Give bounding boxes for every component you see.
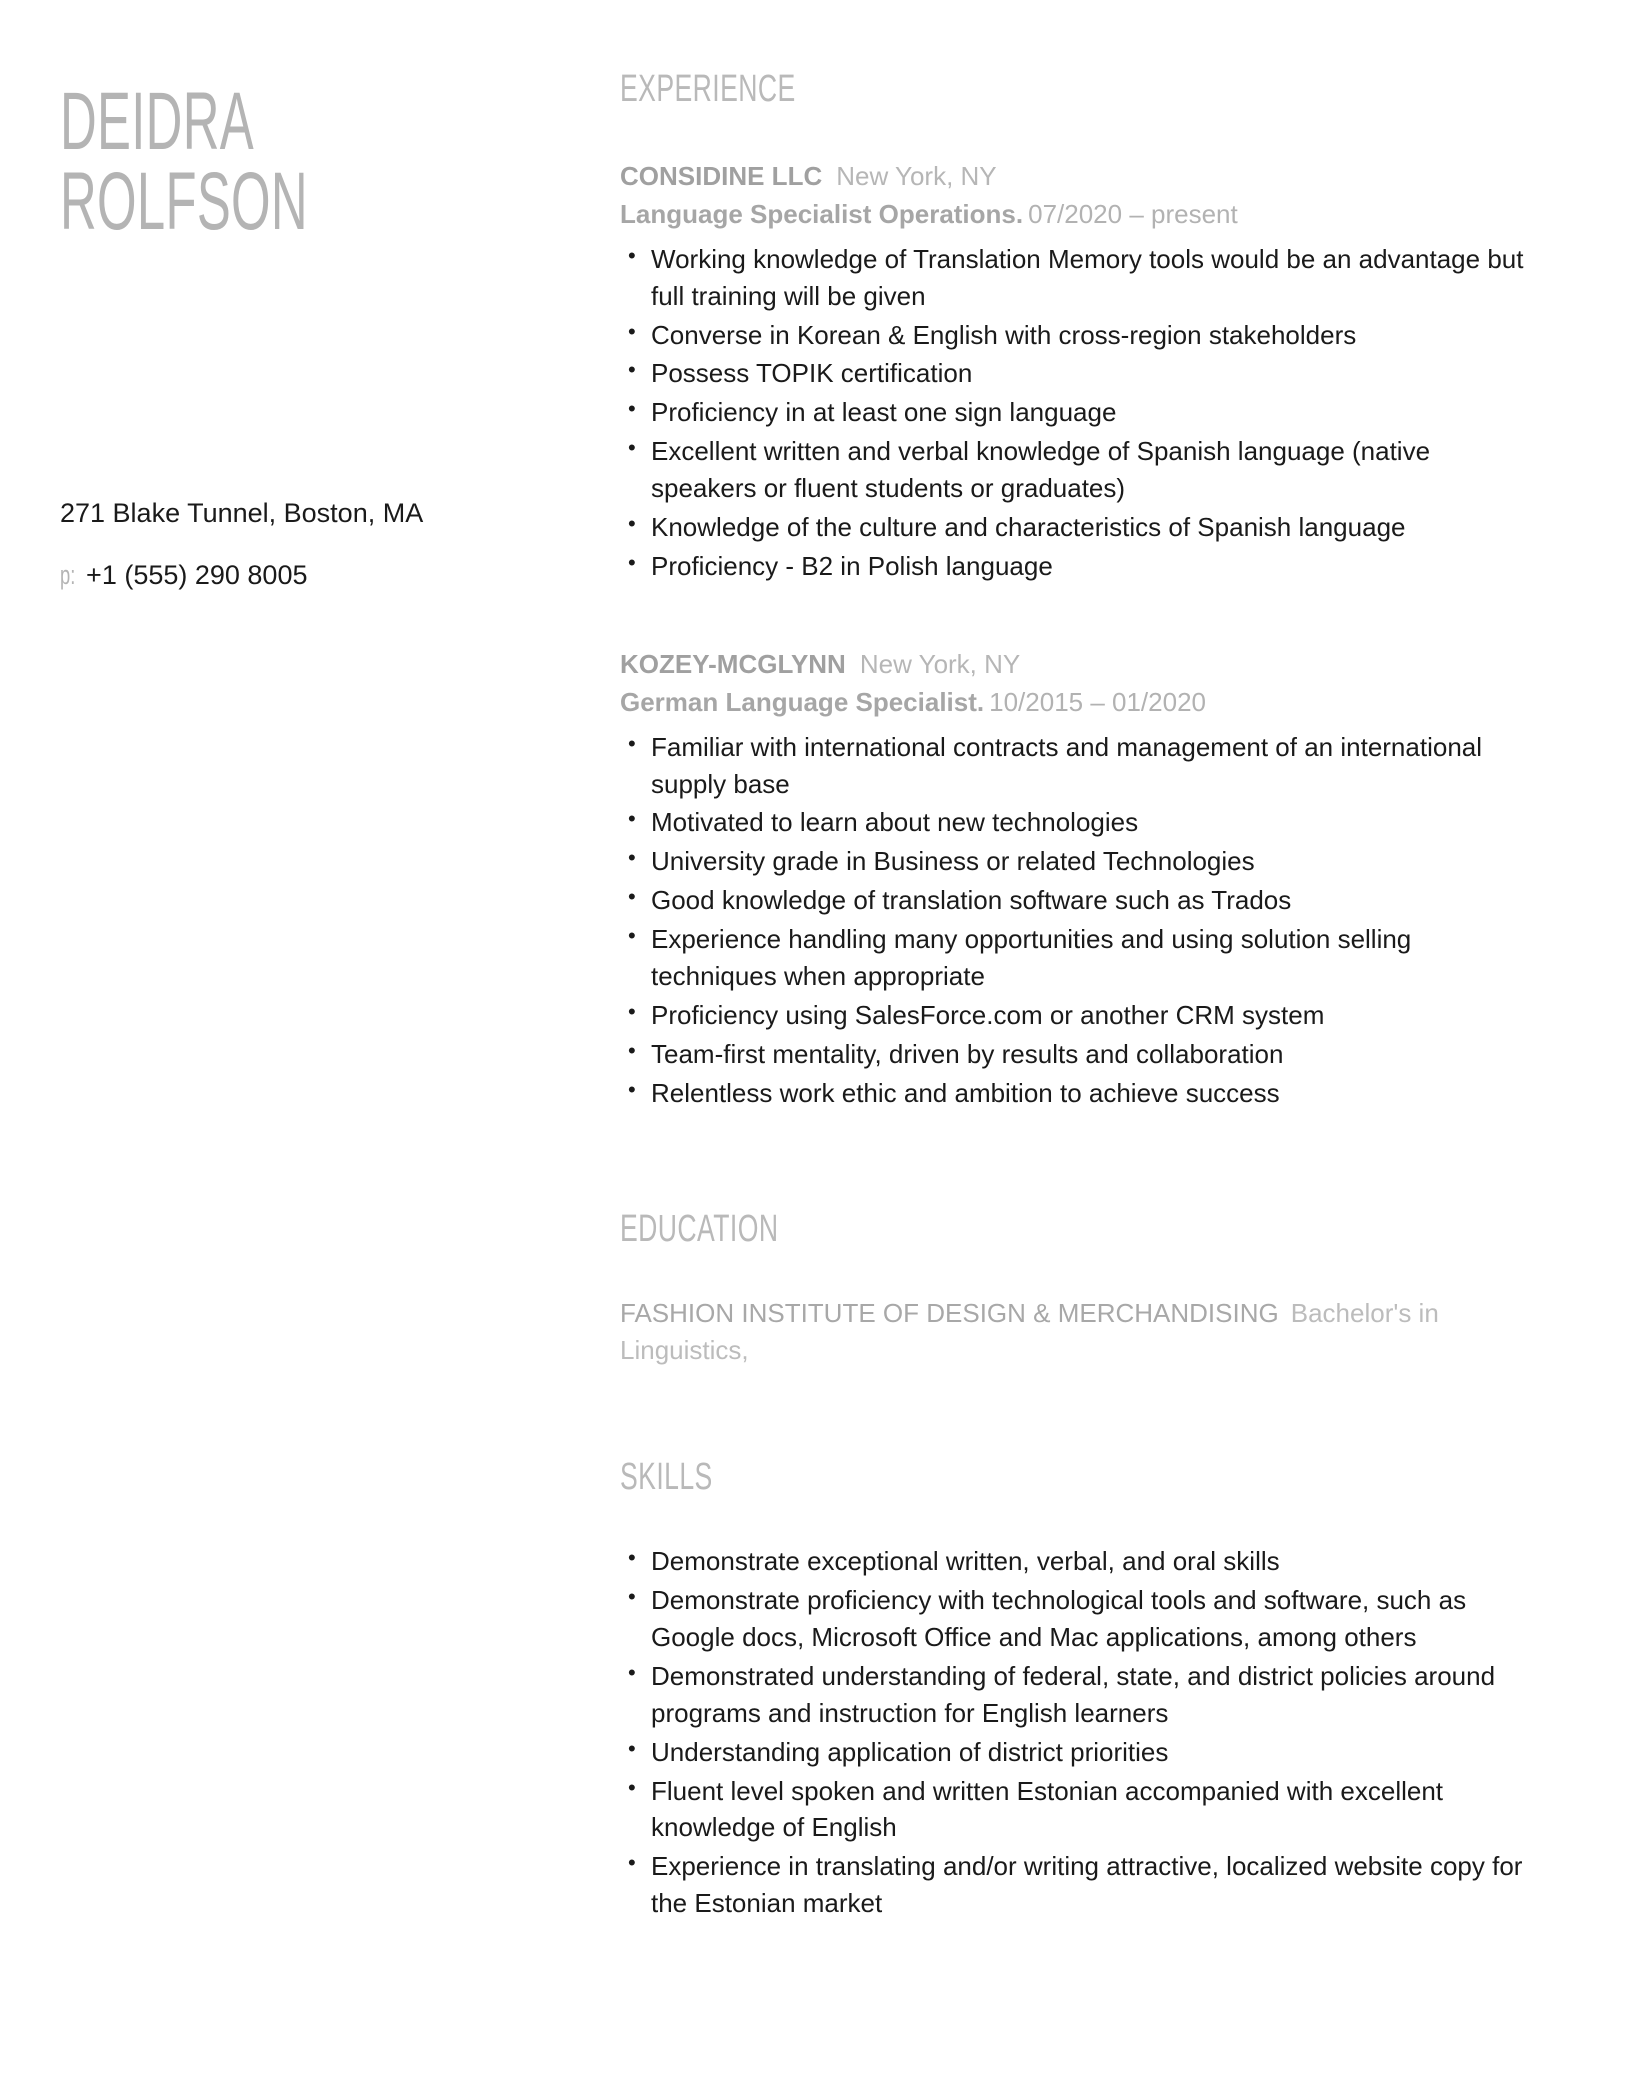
- list-item: • Proficiency - B2 in Polish language: [620, 548, 1525, 585]
- company-name: KOZEY-MCGLYNN: [620, 648, 846, 679]
- list-item: • Team-first mentality, driven by results and collaboration: [620, 1036, 1525, 1073]
- job-title: German Language Specialist.: [620, 686, 985, 717]
- job-dates: 10/2015 – 01/2020: [989, 686, 1206, 717]
- experience-entry-subheader: [620, 197, 1562, 233]
- phone-icon: p:: [60, 559, 76, 590]
- list-item: • Proficiency using SalesForce.com or another CRM system: [620, 997, 1525, 1034]
- job-title: Language Specialist Operations.: [620, 198, 1024, 229]
- experience-entry-header: [620, 159, 1562, 195]
- right-column: [605, 60, 1562, 2098]
- school-name: FASHION INSTITUTE OF DESIGN & MERCHANDISING: [620, 1297, 1279, 1328]
- list-item: • Demonstrate proficiency with technological tools and software, such as Google docs, Microsoft Office and Mac applications, among others: [620, 1582, 1525, 1656]
- list-item: • Working knowledge of Translation Memory tools would be an advantage but full training will be given: [620, 241, 1525, 315]
- experience-bullet-list: [620, 729, 1562, 1112]
- company-location: New York, NY: [836, 161, 997, 191]
- last-name: ROLFSON: [60, 156, 308, 248]
- list-item: • Demonstrate exceptional written, verbal, and oral skills: [620, 1543, 1525, 1580]
- experience-entry-header: [620, 647, 1562, 683]
- list-item: • Knowledge of the culture and characteristics of Spanish language: [620, 509, 1525, 546]
- job-dates: 07/2020 – present: [1028, 198, 1238, 229]
- experience-entry: [620, 647, 1562, 1112]
- address-line: 271 Blake Tunnel, Boston, MA: [60, 497, 424, 528]
- list-item: • Demonstrated understanding of federal, state, and district policies around programs and instruction for English learners: [620, 1658, 1525, 1732]
- phone-number: +1 (555) 290 8005: [86, 559, 308, 590]
- list-item: • Familiar with international contracts and management of an international supply base: [620, 729, 1525, 803]
- skills-section-heading: SKILLS: [620, 1456, 713, 1499]
- education-section-heading: EDUCATION: [620, 1207, 779, 1250]
- first-name: DEIDRA: [60, 76, 254, 167]
- degree-name: Bachelor's in Linguistics,: [620, 1297, 1439, 1366]
- candidate-name: [60, 76, 605, 248]
- list-item: • Motivated to learn about new technologies: [620, 804, 1525, 841]
- list-item: • Relentless work ethic and ambition to achieve success: [620, 1075, 1525, 1112]
- phone-line: [60, 555, 605, 597]
- list-item: • Experience in translating and/or writing attractive, localized website copy for the Estonian market: [620, 1848, 1525, 1922]
- list-item: • Good knowledge of translation software such as Trados: [620, 882, 1525, 919]
- left-column: [60, 60, 605, 2098]
- company-name: CONSIDINE LLC: [620, 161, 823, 191]
- experience-bullet-list: [620, 241, 1562, 585]
- list-item: • Proficiency in at least one sign language: [620, 394, 1525, 431]
- list-item: • Fluent level spoken and written Estonian accompanied with excellent knowledge of English: [620, 1773, 1525, 1847]
- list-item: • Understanding application of district priorities: [620, 1734, 1525, 1771]
- education-entry: [620, 1295, 1525, 1370]
- list-item: • Possess TOPIK certification: [620, 355, 1525, 392]
- experience-entry-subheader: [620, 685, 1562, 721]
- company-location: New York, NY: [859, 648, 1021, 679]
- list-item: • Converse in Korean & English with cross-region stakeholders: [620, 317, 1525, 354]
- experience-entry: [620, 159, 1562, 585]
- skills-bullet-list: [620, 1543, 1562, 1922]
- list-item: • Experience handling many opportunities and using solution selling techniques when appropriate: [620, 921, 1525, 995]
- experience-section-heading: EXPERIENCE: [620, 68, 796, 110]
- list-item: • University grade in Business or related Technologies: [620, 843, 1525, 880]
- contact-block: [60, 493, 605, 597]
- list-item: • Excellent written and verbal knowledge of Spanish language (native speakers or fluent students or graduates): [620, 433, 1525, 507]
